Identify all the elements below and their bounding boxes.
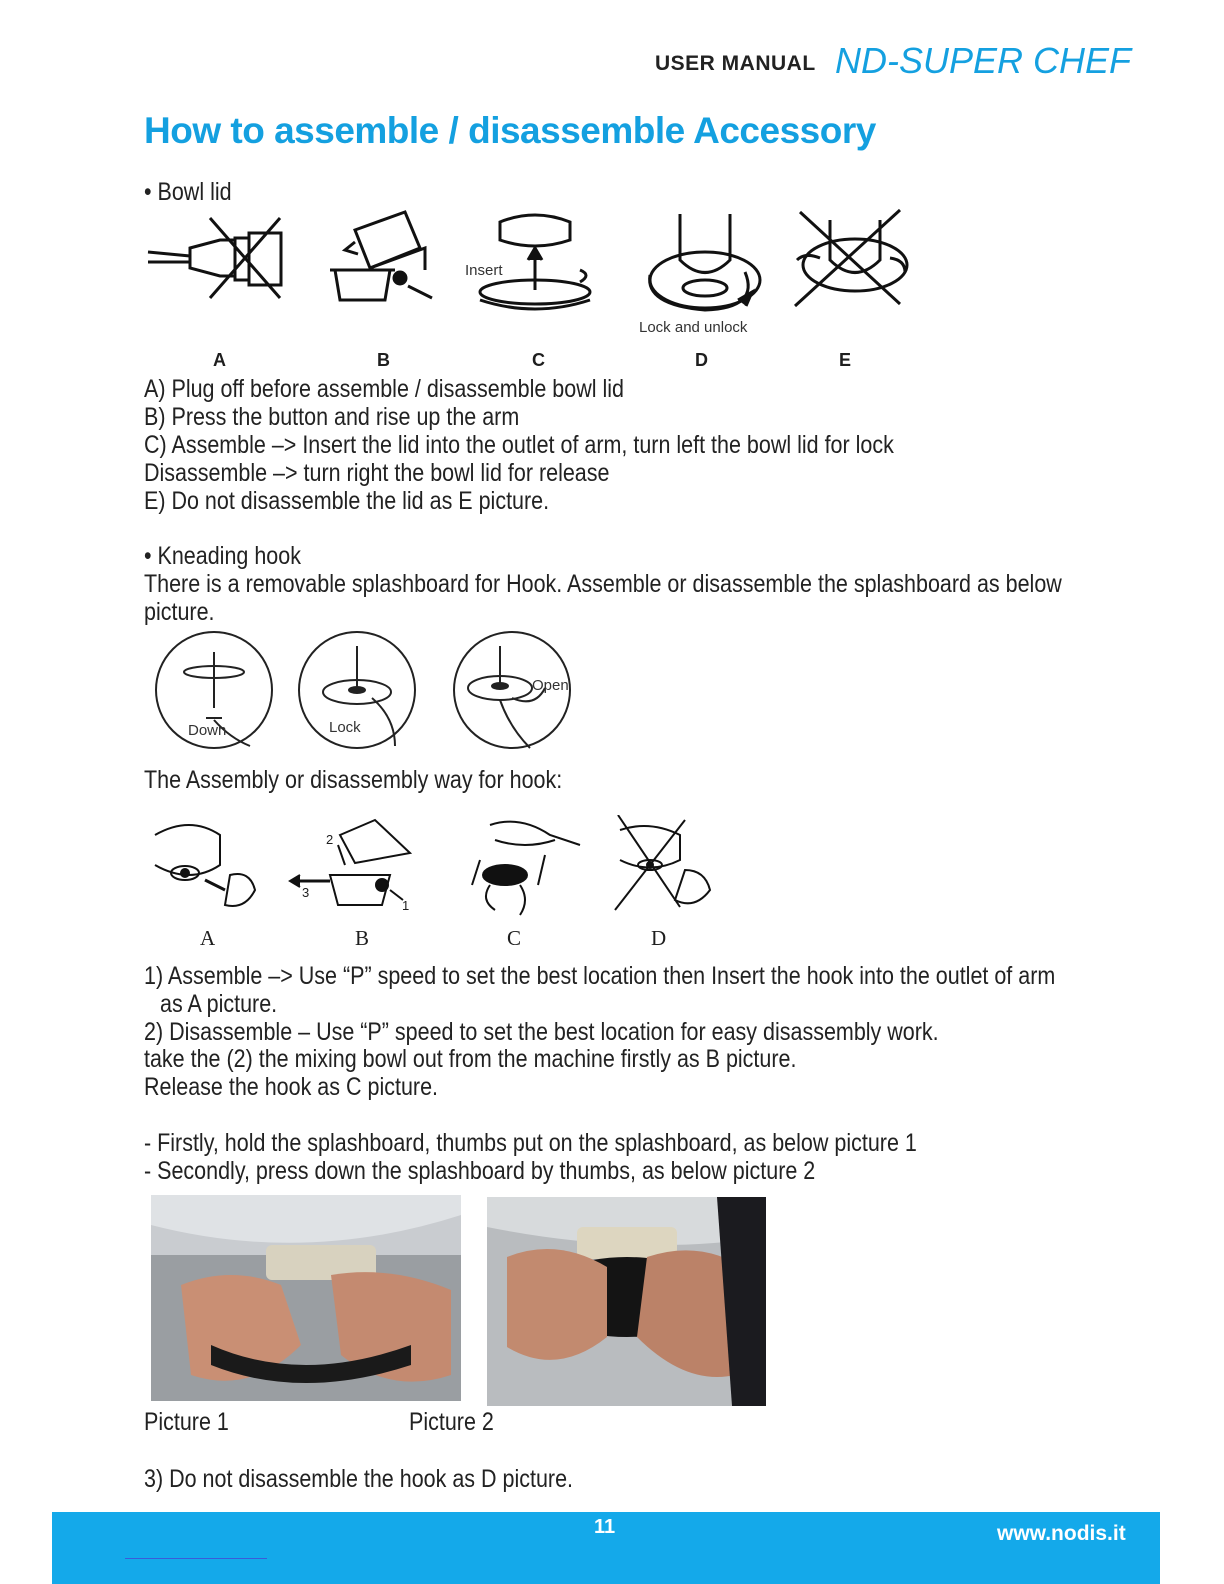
- hook-letter-d: D: [651, 926, 667, 950]
- photo-picture-2: [487, 1197, 766, 1406]
- hook-b-num-3: 3: [302, 885, 310, 900]
- header-brand: ND-SUPER CHEF: [835, 40, 1132, 81]
- figure-letter-d: D: [695, 350, 708, 370]
- page-title: How to assemble / disassemble Accessory: [144, 110, 876, 151]
- note-secondly: - Secondly, press down the splashboard by thumbs, as below picture 2: [144, 1157, 816, 1185]
- kneading-desc-1: There is a removable splashboard for Hook. Assemble or disassemble the splashboard as below: [144, 570, 1062, 598]
- hook-figure-c: [472, 822, 580, 915]
- kneading-heading: • Kneading hook: [144, 542, 301, 570]
- hook-step-1-cont: as A picture.: [160, 990, 278, 1018]
- figure-a-plug: [148, 218, 281, 298]
- splash-down-label: Down: [188, 722, 227, 739]
- hook-step-2: 2) Disassemble – Use “P” speed to set the best location for easy disassembly work.: [144, 1018, 939, 1046]
- hook-figure-d: [615, 815, 710, 910]
- header-manual-label: USER MANUAL: [655, 52, 816, 75]
- figure-e-crossed: [795, 210, 907, 306]
- footer-website-link[interactable]: www.nodis.it: [997, 1522, 1126, 1545]
- bowl-lid-step-e: E) Do not disassemble the lid as E picture.: [144, 487, 550, 515]
- assembly-way-title: The Assembly or disassembly way for hook:: [144, 766, 563, 794]
- bowl-lid-step-b: B) Press the button and rise up the arm: [144, 403, 520, 431]
- figure-insert-label: Insert: [465, 262, 503, 279]
- bowl-lid-step-c: C) Assemble –> Insert the lid into the outlet of arm, turn left the bowl lid for lock: [144, 431, 894, 459]
- hook-step-1: 1) Assemble –> Use “P” speed to set the best location then Insert the hook into the outlet of arm: [144, 962, 1056, 990]
- hook-letter-c: C: [507, 926, 522, 950]
- figure-letter-a: A: [213, 350, 226, 370]
- figure-d-lock: [650, 214, 760, 310]
- footer-underline: [125, 1558, 267, 1559]
- bowl-lid-step-disassemble: Disassemble –> turn right the bowl lid for release: [144, 459, 610, 487]
- figure-b-arm: [330, 212, 432, 300]
- figure-letter-e: E: [839, 350, 852, 370]
- hook-b-num-1: 1: [402, 898, 410, 913]
- page-number: 11: [594, 1516, 616, 1538]
- splash-lock-label: Lock: [329, 719, 361, 736]
- picture-2-label: Picture 2: [409, 1408, 494, 1436]
- hook-letter-b: B: [355, 926, 370, 950]
- figure-letter-b: B: [377, 350, 390, 370]
- figure-lock-unlock-label: Lock and unlock: [639, 319, 748, 336]
- hook-step-3: 3) Do not disassemble the hook as D picture.: [144, 1465, 574, 1493]
- kneading-desc-2: picture.: [144, 598, 215, 626]
- bowl-lid-step-a: A) Plug off before assemble / disassemble bowl lid: [144, 375, 625, 403]
- hook-step-2-bowl: take the (2) the mixing bowl out from the machine firstly as B picture.: [144, 1045, 797, 1073]
- note-firstly: - Firstly, hold the splashboard, thumbs put on the splashboard, as below picture 1: [144, 1129, 917, 1157]
- hook-figure-a: [155, 825, 255, 906]
- hook-b-num-2: 2: [326, 832, 334, 847]
- bowl-lid-heading: • Bowl lid: [144, 178, 232, 206]
- splash-open-label: Open: [532, 677, 569, 694]
- picture-1-label: Picture 1: [144, 1408, 229, 1436]
- figure-letter-c: C: [532, 350, 545, 370]
- hook-assembly-figure: [150, 815, 730, 925]
- photo-picture-1: [151, 1195, 461, 1401]
- hook-letter-a: A: [200, 926, 216, 950]
- hook-step-2-release: Release the hook as C picture.: [144, 1073, 438, 1101]
